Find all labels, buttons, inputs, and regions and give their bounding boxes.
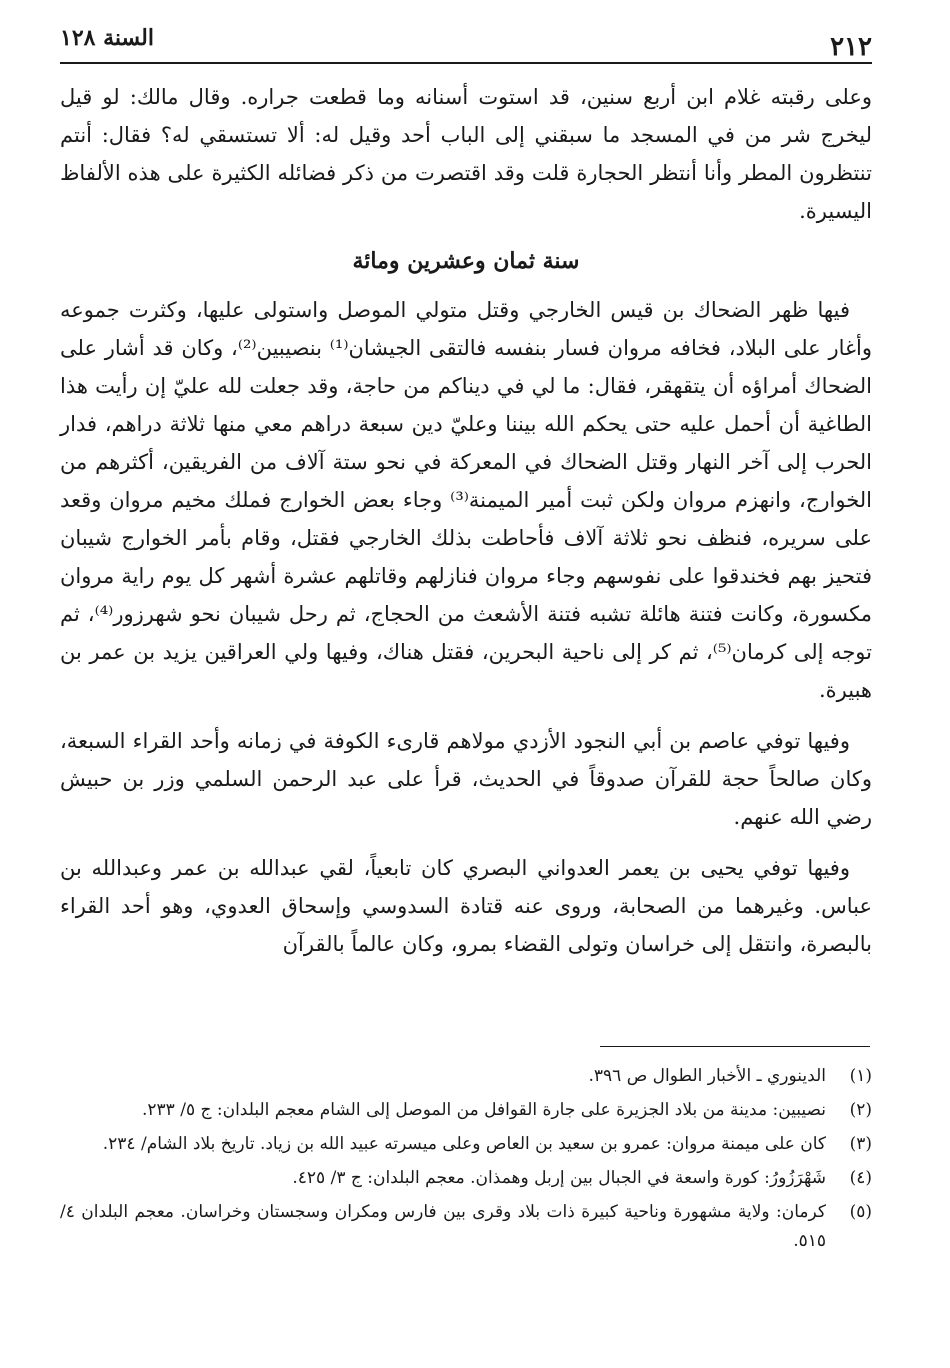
footnote-text: كرمان: ولاية مشهورة وناحية كبيرة ذات بلاد وقرى بين فارس ومكران وسجستان وخراسان. معجم البلدان ٤/ ٥١٥.: [60, 1202, 826, 1251]
footnote-item: [60, 1164, 872, 1193]
footnote-item: [60, 1198, 872, 1256]
footnote-text: كان على ميمنة مروان: عمرو بن سعيد بن العاص وعلى ميسرته عبيد الله بن زياد. تاريخ بلاد الشام/ ٢٣٤.: [102, 1134, 826, 1154]
footnote-text: الدينوري ـ الأخبار الطوال ص ٣٩٦.: [588, 1066, 826, 1086]
footnote-number: (٤): [849, 1168, 872, 1188]
paragraph-events: فيها ظهر الضحاك بن قيس الخارجي وقتل متولي الموصل واستولى عليها، وكثرت جموعه وأغار على البلاد، فخافه مروان فسار بنفسه فالتقى الجيشان⁽¹⁾ بنصيبين⁽²⁾، وكان قد أشار على الضحاك أمراؤه أن يتقهقر، فقال: ما لي في ديناكم من حاجة، وقد جعلت لله عليّ إن رأيت هذا الطاغية أن أحمل عليه حتى يحكم الله بيننا وعليّ دين سبعة دراهم معي منها ثلاثة دراهم، فدار الحرب إلى آخر النهار وقتل الضحاك في المعركة في نحو ستة آلاف من الفريقين، أكثرهم من الخوارج، وانهزم مروان ولكن ثبت أمير الميمنة⁽³⁾ وجاء بعض الخوارج فملك مخيم مروان وقعد على سريره، فنظف نحو ثلاثة آلاف فأحاطت بذلك الخارجي فقتل، وقام بأمر الخوارج شيبان فتحيز بهم فخندقوا على نفوسهم وجاء مروان فنازلهم وقاتلهم عشرة أشهر كل يوم راية مروان مكسورة، وكانت فتنة هائلة تشبه فتنة الأشعث من الحجاج، ثم رحل شيبان نحو شهرزور⁽⁴⁾، ثم توجه إلى كرمان⁽⁵⁾، ثم كر إلى ناحية البحرين، فقتل هناك، وفيها ولي العراقين يزيد بن عمر بن هبيرة.: [60, 298, 873, 702]
footnote-text: شَهْرَزُورُ: كورة واسعة في الجبال بين إربل وهمذان. معجم البلدان: ج ٣/ ٤٢٥.: [292, 1168, 826, 1188]
footnote-divider: [600, 1046, 870, 1047]
page-header: [60, 22, 872, 64]
footnote-item: [60, 1062, 872, 1091]
footnotes: [60, 1062, 872, 1261]
paragraph-asim: وفيها توفي عاصم بن أبي النجود الأزدي مولاهم قارىء الكوفة في زمانه وأحد القراء السبعة، وكان صالحاً حجة للقرآن صدوقاً في الحديث، قرأ على عبد الرحمن السلمي وزر بن حبيش رضي الله عنهم.: [60, 729, 872, 829]
footnote-number: (٢): [849, 1100, 872, 1120]
page-number: ٢١٢: [830, 32, 872, 62]
footnote-number: (٥): [849, 1202, 872, 1222]
footnote-number: (٣): [849, 1134, 872, 1154]
footnote-item: [60, 1096, 872, 1125]
paragraph-intro: وعلى رقبته غلام ابن أربع سنين، قد استوت أسنانه وما قطعت جراره. وقال مالك: لو قيل ليخرج شر من في المسجد ما سبقني إلى الباب أحد وقيل له: ألا تستسقي له؟ فقال: أنتم تنتظرون المطر وأنا أنتظر الحجارة قلت وقد اقتصرت من ذكر فضائله الكثيرة على هذه الألفاظ اليسيرة.: [60, 85, 872, 223]
footnote-item: [60, 1130, 872, 1159]
paragraph-yahya: وفيها توفي يحيى بن يعمر العدواني البصري كان تابعياً، لقي عبدالله بن عمر وعبدالله بن عباس. وغيرهما من الصحابة، وروى عنه قتادة السدوسي وإسحاق العدوي، وهو أحد القراء بالبصرة، وانتقل إلى خراسان وتولى القضاء بمرو، وكان عالماً بالقرآن: [60, 856, 872, 956]
main-text: [60, 78, 872, 976]
footnote-number: (١): [849, 1066, 872, 1086]
section-heading: سنة ثمان وعشرين ومائة: [352, 248, 580, 274]
running-title: السنة ١٢٨: [60, 25, 154, 51]
footnote-text: نصيبين: مدينة من بلاد الجزيرة على جارة القوافل من الموصل إلى الشام معجم البلدان: ج ٥/ ٢٣٣.: [141, 1100, 826, 1120]
